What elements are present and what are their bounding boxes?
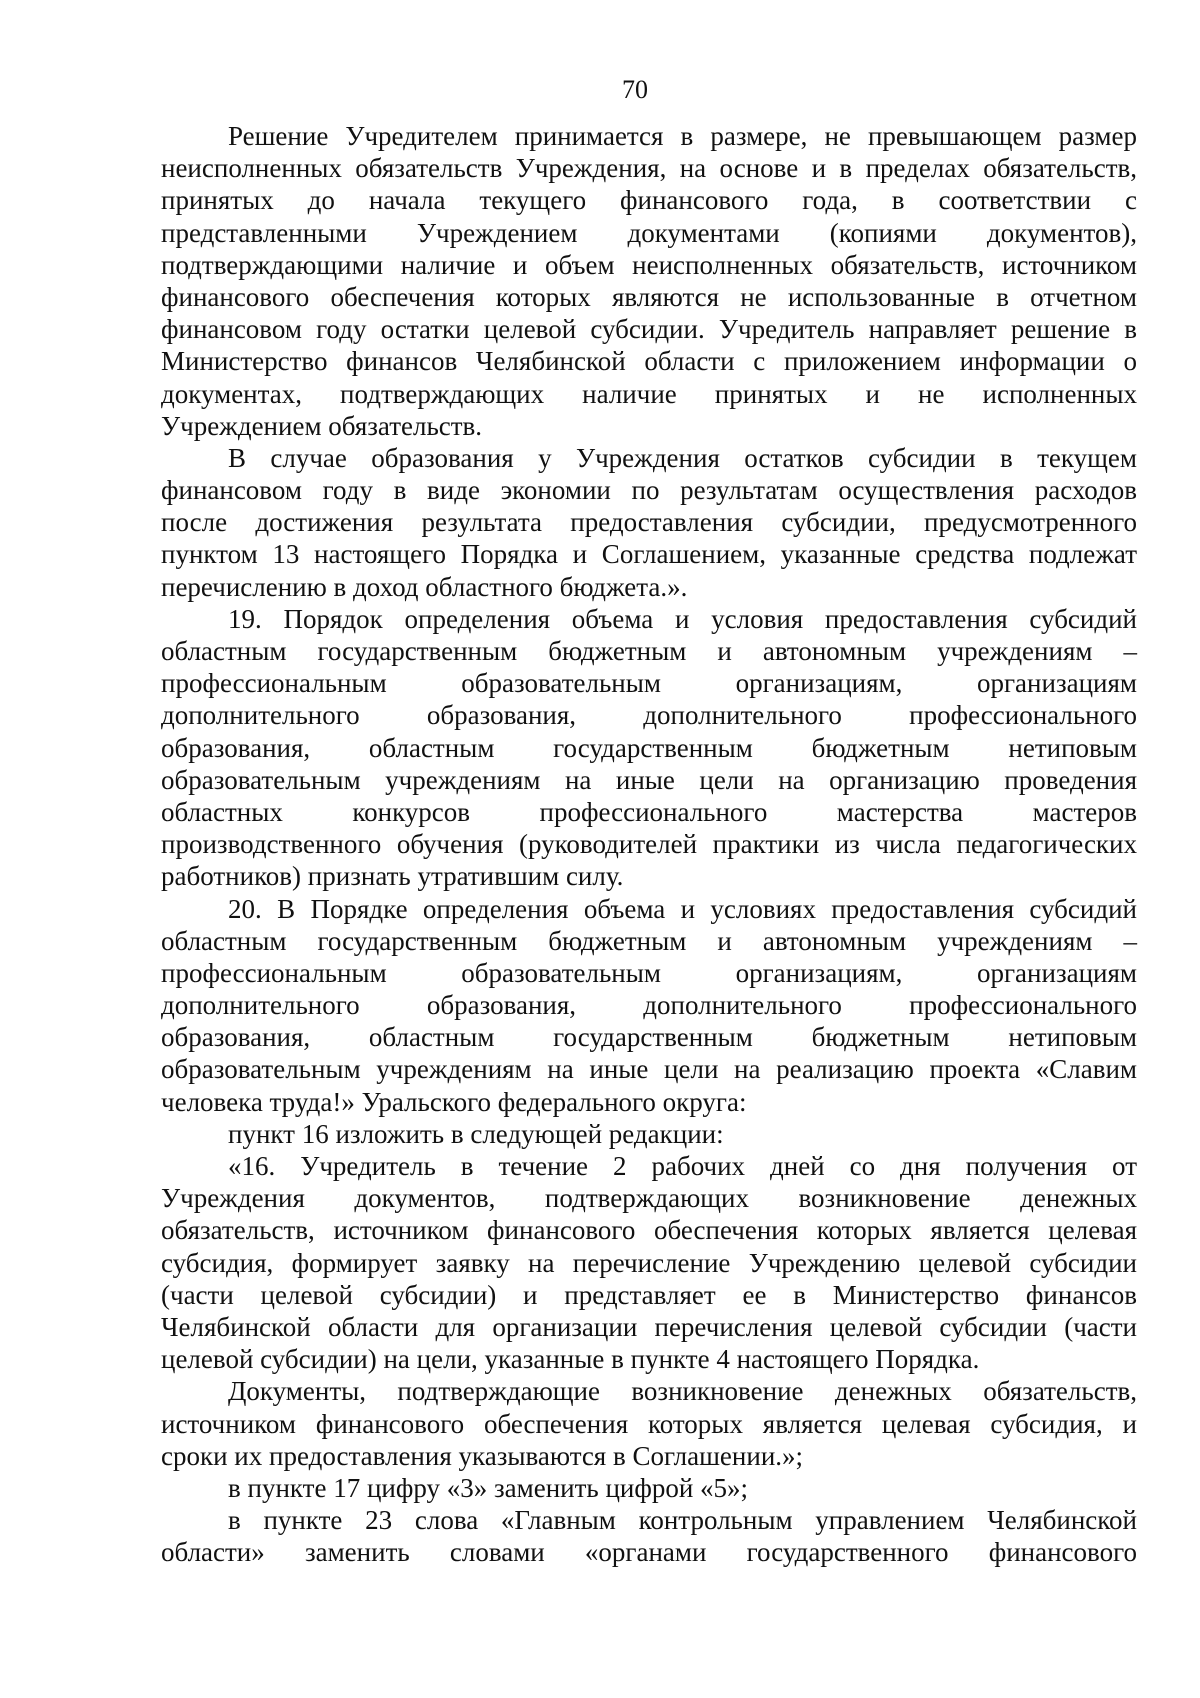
text-line: человека труда!» Уральского федерального округа: (161, 1086, 747, 1117)
text-line: профессиональным образовательным организациям, организациям (161, 668, 1137, 699)
paragraph (161, 893, 1137, 1118)
text-line: финансовом году остатки целевой субсидии. Учредитель направляет решение в (161, 314, 1137, 345)
text-line: Документы, подтверждающие возникновение денежных обязательств, (228, 1376, 1137, 1407)
text-line: сроки их предоставления указываются в Соглашении.»; (161, 1440, 804, 1471)
text-line: областным государственным бюджетным и автономным учреждениям – (161, 925, 1137, 956)
text-line: подтверждающими наличие и объем неисполненных обязательств, источником (161, 249, 1137, 280)
text-line: 20. В Порядке определения объема и условиях предоставления субсидий (228, 893, 1137, 924)
text-line: Челябинской области для организации перечисления целевой субсидии (части (161, 1311, 1137, 1342)
text-line: финансовом году в виде экономии по результатам осуществления расходов (161, 475, 1137, 506)
text-line: источником финансового обеспечения которых является целевая субсидия, и (161, 1408, 1137, 1439)
paragraph (161, 1472, 1137, 1504)
text-line: В случае образования у Учреждения остатков субсидии в текущем (228, 442, 1137, 473)
paragraph (161, 1375, 1137, 1472)
page-number: 70 (622, 75, 648, 104)
text-line: представленными Учреждением документами (копиями документов), (161, 217, 1137, 248)
text-line: Учреждением обязательств. (161, 410, 483, 441)
text-line: Учреждения документов, подтверждающих возникновение денежных (161, 1183, 1137, 1214)
text-line: образования, областным государственным бюджетным нетиповым (161, 1022, 1137, 1053)
text-line: в пункте 17 цифру «3» заменить цифрой «5»; (228, 1472, 749, 1503)
text-line: профессиональным образовательным организациям, организациям (161, 957, 1137, 988)
text-line: пункт 16 изложить в следующей редакции: (228, 1118, 724, 1149)
paragraph (161, 1150, 1137, 1375)
text-line: Решение Учредителем принимается в размере, не превышающем размер (228, 121, 1137, 151)
text-line: (части целевой субсидии) и представляет ее в Министерство финансов (161, 1279, 1137, 1310)
text-line: целевой субсидии) на цели, указанные в пункте 4 настоящего Порядка. (161, 1344, 980, 1375)
paragraph (161, 120, 1137, 442)
paragraph (161, 442, 1137, 603)
text-line: принятых до начала текущего финансового года, в соответствии с (161, 185, 1137, 216)
text-line: образовательным учреждениям на иные цели на реализацию проекта «Славим (161, 1054, 1137, 1085)
paragraph (161, 1504, 1137, 1568)
text-line: неисполненных обязательств Учреждения, на основе и в пределах обязательств, (161, 153, 1137, 184)
text-line: «16. Учредитель в течение 2 рабочих дней со дня получения от (228, 1151, 1137, 1181)
text-line: образования, областным государственным бюджетным нетиповым (161, 732, 1137, 763)
text-line: после достижения результата предоставления субсидии, предусмотренного (161, 507, 1137, 538)
text-line: образовательным учреждениям на иные цели на организацию проведения (161, 764, 1137, 795)
text-line: производственного обучения (руководителей практики из числа педагогических (161, 829, 1137, 860)
paragraph (161, 1118, 1137, 1150)
text-line: дополнительного образования, дополнительного профессионального (161, 700, 1137, 731)
document-body (161, 120, 1137, 1568)
text-line: финансового обеспечения которых являются не использованные в отчетном (161, 281, 1137, 312)
text-line: пунктом 13 настоящего Порядка и Соглашением, указанные средства подлежат (161, 539, 1137, 570)
paragraph (161, 603, 1137, 893)
text-line: областных конкурсов профессионального мастерства мастеров (161, 796, 1137, 827)
text-line: обязательств, источником финансового обеспечения которых является целевая (161, 1215, 1137, 1246)
text-line: Министерство финансов Челябинской области с приложением информации о (161, 346, 1137, 377)
text-line: областным государственным бюджетным и автономным учреждениям – (161, 636, 1137, 666)
text-line: дополнительного образования, дополнительного профессионального (161, 990, 1137, 1021)
text-line: в пункте 23 слова «Главным контрольным управлением Челябинской (228, 1505, 1137, 1536)
text-line: субсидия, формирует заявку на перечисление Учреждению целевой субсидии (161, 1247, 1137, 1278)
text-line: документах, подтверждающих наличие принятых и не исполненных (161, 378, 1137, 409)
text-line: 19. Порядок определения объема и условия предоставления субсидий (228, 603, 1137, 634)
text-line: работников) признать утратившим силу. (161, 861, 624, 892)
text-line: перечислению в доход областного бюджета.». (161, 571, 688, 602)
text-line: области» заменить словами «органами государственного финансового (161, 1537, 1137, 1568)
